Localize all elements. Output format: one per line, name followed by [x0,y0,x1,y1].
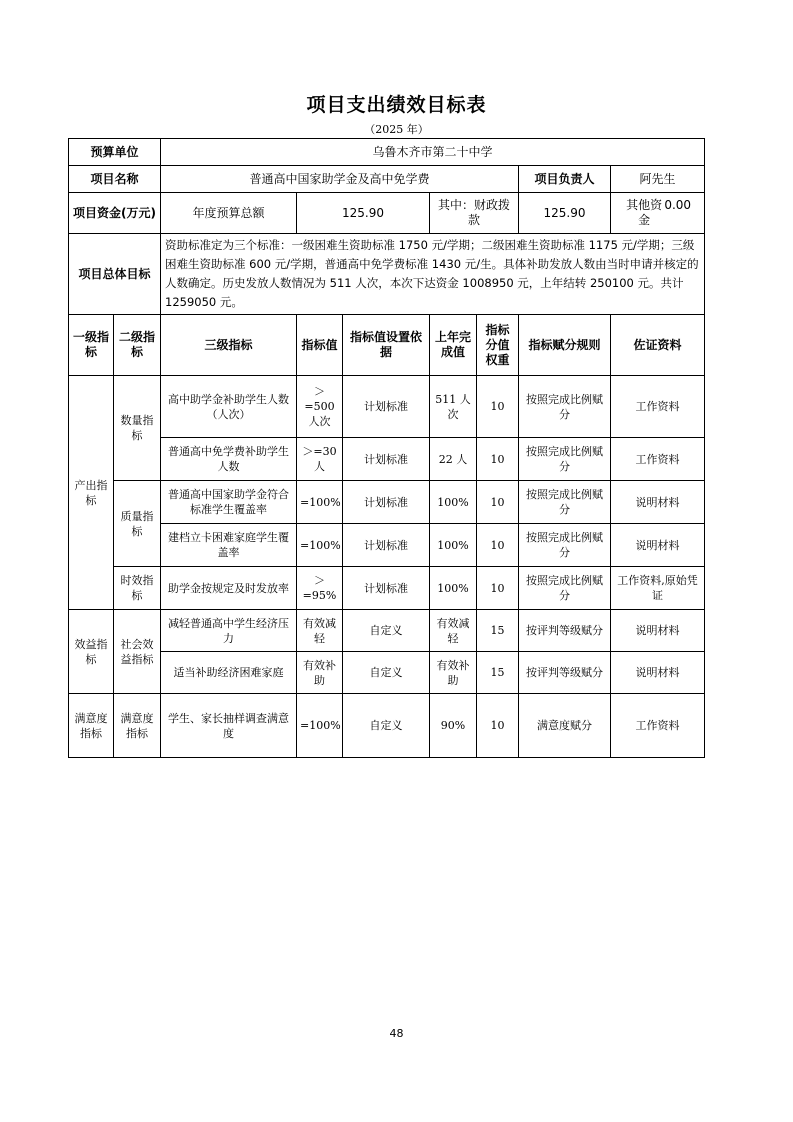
level3-cell: 高中助学金补助学生人数（人次） [161,376,297,438]
value-cell: ＞=95% [297,567,343,610]
last-year-cell: 有效减轻 [430,610,477,652]
overall-goal-row [69,234,705,315]
weight-cell: 10 [477,524,519,567]
rule-cell: 按评判等级赋分 [519,610,611,652]
table-row [69,694,705,758]
level1-output: 产出指标 [69,376,114,610]
project-leader-value: 阿先生 [611,166,705,193]
value-cell: =100% [297,481,343,524]
basis-cell: 自定义 [343,694,430,758]
level1-satisfaction: 满意度指标 [69,694,114,758]
overall-goal-label: 项目总体目标 [69,234,161,315]
level3-cell: 学生、家长抽样调查满意度 [161,694,297,758]
performance-table [68,138,705,758]
last-year-cell: 100% [430,524,477,567]
value-cell: 有效减轻 [297,610,343,652]
col-weight: 指标分值权重 [477,315,519,376]
annual-total-label: 年度预算总额 [161,193,297,234]
rule-cell: 按评判等级赋分 [519,652,611,694]
project-leader-label: 项目负责人 [519,166,611,193]
fiscal-label: 其中：财政拨款 [430,193,519,234]
table-row [69,481,705,524]
page-number: 48 [389,1027,404,1040]
budget-unit-value: 乌鲁木齐市第二十中学 [161,139,705,166]
evidence-cell: 工作资料,原始凭证 [611,567,705,610]
rule-cell: 按照完成比例赋分 [519,524,611,567]
level1-benefit: 效益指标 [69,610,114,694]
level3-cell: 建档立卡困难家庭学生覆盖率 [161,524,297,567]
rule-cell: 按照完成比例赋分 [519,438,611,481]
last-year-cell: 100% [430,481,477,524]
evidence-cell: 说明材料 [611,481,705,524]
last-year-cell: 22 人 [430,438,477,481]
last-year-cell: 90% [430,694,477,758]
project-name-value: 普通高中国家助学金及高中免学费 [161,166,519,193]
project-name-label: 项目名称 [69,166,161,193]
evidence-cell: 说明材料 [611,610,705,652]
col-last-year: 上年完成值 [430,315,477,376]
level2-timeliness: 时效指标 [114,567,161,610]
value-cell: ＞=500人次 [297,376,343,438]
evidence-cell: 工作资料 [611,376,705,438]
value-cell: 有效补助 [297,652,343,694]
budget-unit-label: 预算单位 [69,139,161,166]
fiscal-value: 125.90 [519,193,611,234]
value-cell: =100% [297,524,343,567]
weight-cell: 15 [477,652,519,694]
other-funds-cell [611,193,705,234]
level2-quality: 质量指标 [114,481,161,567]
value-cell: =100% [297,694,343,758]
level3-cell: 助学金按规定及时发放率 [161,567,297,610]
level3-cell: 普通高中免学费补助学生人数 [161,438,297,481]
rule-cell: 按照完成比例赋分 [519,376,611,438]
evidence-cell: 工作资料 [611,438,705,481]
table-row [69,376,705,438]
level3-cell: 普通高中国家助学金符合标准学生覆盖率 [161,481,297,524]
evidence-cell: 工作资料 [611,694,705,758]
basis-cell: 自定义 [343,610,430,652]
basis-cell: 计划标准 [343,567,430,610]
column-header-row [69,315,705,376]
table-row [69,524,705,567]
weight-cell: 10 [477,481,519,524]
last-year-cell: 511 人次 [430,376,477,438]
level2-social-benefit: 社会效益指标 [114,610,161,694]
overall-goal-text: 资助标准定为三个标准：一级困难生资助标准 1750 元/学期；二级困难生资助标准 1175 元/学期；三级困难生资助标准 600 元/学期，普通高中免学费标准 1430 元/生。具体补助发放人数由当时申请并核定的人数确定。历史发放人数情况为 511 人次，本次下达资金 1008950 元，上年结转 250100 元。共计 1259050 元。 [161,234,705,315]
rule-cell: 按照完成比例赋分 [519,567,611,610]
annual-total-value: 125.90 [297,193,430,234]
budget-unit-row [69,139,705,166]
table-row [69,438,705,481]
basis-cell: 计划标准 [343,438,430,481]
col-basis: 指标值设置依据 [343,315,430,376]
weight-cell: 10 [477,567,519,610]
rule-cell: 按照完成比例赋分 [519,481,611,524]
other-funds-label: 其他资金 [626,198,663,227]
value-cell: ＞=30人 [297,438,343,481]
last-year-cell: 有效补助 [430,652,477,694]
table-row [69,610,705,652]
basis-cell: 计划标准 [343,376,430,438]
last-year-cell: 100% [430,567,477,610]
col-rule: 指标赋分规则 [519,315,611,376]
weight-cell: 10 [477,376,519,438]
evidence-cell: 说明材料 [611,652,705,694]
table-row [69,652,705,694]
level2-quantity: 数量指标 [114,376,161,481]
page-title: 项目支出绩效目标表 [306,94,487,116]
level2-satisfaction: 满意度指标 [114,694,161,758]
col-level1: 一级指标 [69,315,114,376]
weight-cell: 10 [477,438,519,481]
basis-cell: 计划标准 [343,481,430,524]
basis-cell: 计划标准 [343,524,430,567]
rule-cell: 满意度赋分 [519,694,611,758]
evidence-cell: 说明材料 [611,524,705,567]
level3-cell: 减轻普通高中学生经济压力 [161,610,297,652]
table-row [69,567,705,610]
col-evidence: 佐证资料 [611,315,705,376]
basis-cell: 自定义 [343,652,430,694]
other-funds-value: 0.00 [664,198,692,212]
project-name-row [69,166,705,193]
col-level3: 三级指标 [161,315,297,376]
col-value: 指标值 [297,315,343,376]
weight-cell: 15 [477,610,519,652]
col-level2: 二级指标 [114,315,161,376]
funds-row [69,193,705,234]
funds-label: 项目资金(万元) [69,193,161,234]
weight-cell: 10 [477,694,519,758]
year-label: （2025 年） [364,123,429,136]
level3-cell: 适当补助经济困难家庭 [161,652,297,694]
